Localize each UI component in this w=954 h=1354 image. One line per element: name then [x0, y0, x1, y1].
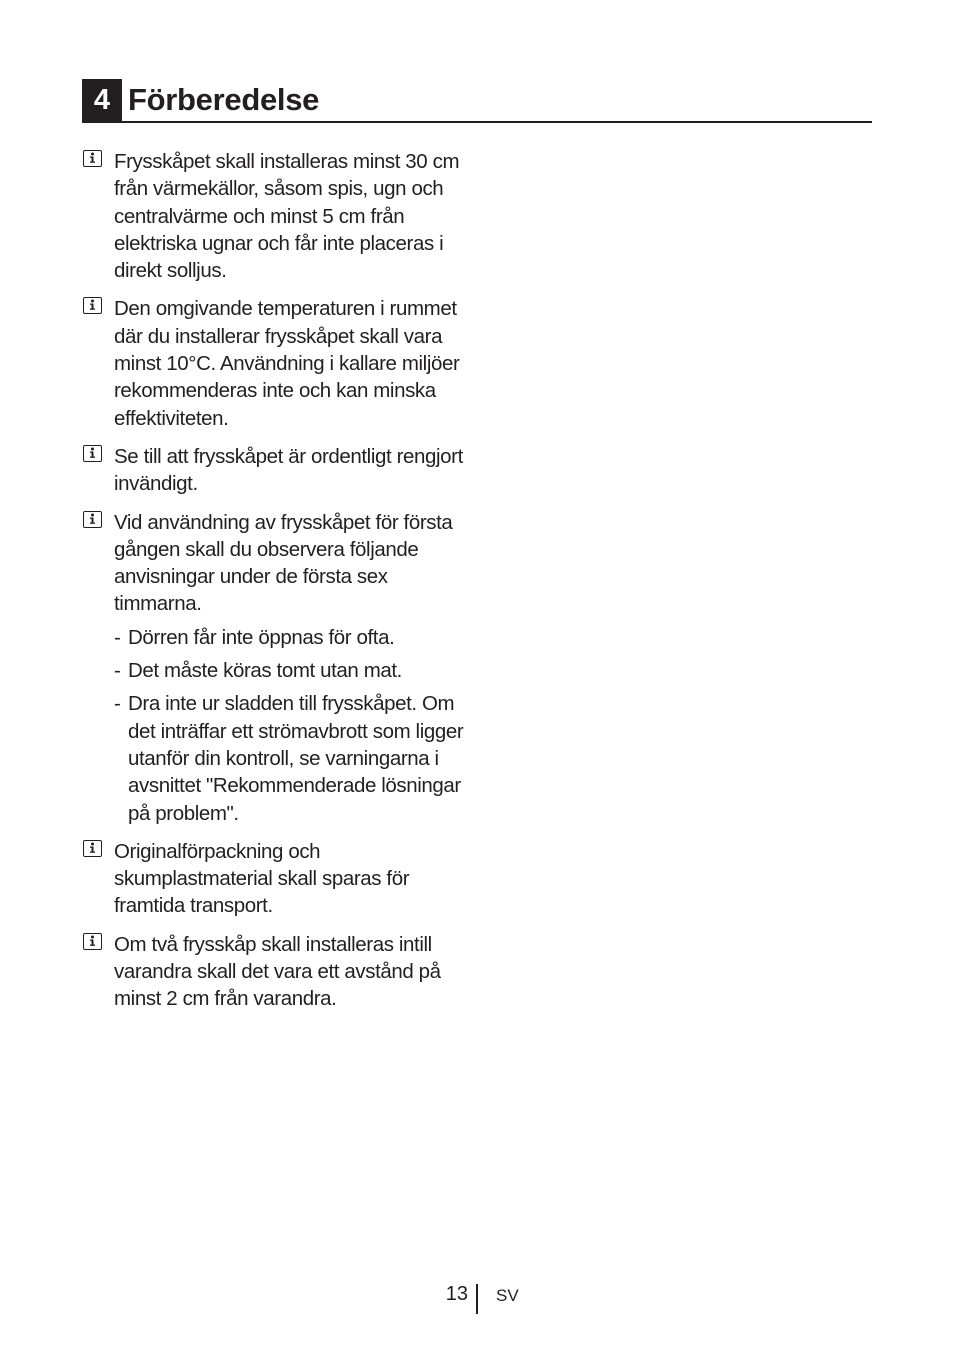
footer-divider [476, 1284, 478, 1314]
note-item [82, 295, 472, 431]
note-item [82, 838, 472, 920]
info-icon [83, 297, 102, 314]
info-icon [83, 933, 102, 950]
note-text: Se till att frysskåpet är ordentligt rengjort invändigt. [114, 444, 463, 496]
dash-marker: - [114, 659, 121, 683]
sub-list-item [114, 690, 472, 826]
note-text: Originalförpackning och skumplastmaterial skall sparas för framtida transport. [114, 839, 410, 918]
info-icon [83, 840, 102, 857]
sub-item-text: Det måste köras tomt utan mat. [128, 659, 402, 683]
note-text: Frysskåpet skall installeras minst 30 cm från värmekällor, såsom spis, ugn och centralvärme och minst 5 cm från elektriska ugnar och får inte placeras i direkt solljus. [114, 150, 460, 283]
sub-list-item [114, 657, 472, 684]
info-icon [83, 150, 102, 167]
notes-list [82, 148, 472, 1024]
section-title: Förberedelse [128, 82, 320, 117]
sub-list-item [114, 624, 472, 651]
sub-list [114, 624, 472, 827]
note-item [82, 509, 472, 827]
page-footer [0, 1280, 954, 1316]
note-text: Vid användning av frysskåpet för första gången skall du observera följande anvisningar under de första sex timmarna. [114, 510, 453, 616]
note-text: Om två frysskåp skall installeras intill varandra skall det vara ett avstånd på minst 2 cm från varandra. [114, 932, 441, 1011]
info-icon [83, 511, 102, 528]
section-header [82, 79, 872, 123]
section-number-badge: 4 [82, 79, 122, 121]
note-item [82, 148, 472, 284]
dash-marker: - [114, 692, 121, 716]
note-text: Den omgivande temperaturen i rummet där du installerar frysskåpet skall vara minst 10°C. Användning i kallare miljöer rekommenderas inte och kan minska effektiviteten. [114, 297, 460, 430]
page-number: 13 [445, 1283, 468, 1305]
note-item [82, 931, 472, 1013]
language-code: SV [496, 1286, 519, 1305]
info-icon [83, 445, 102, 462]
sub-item-text: Dra inte ur sladden till frysskåpet. Om det inträffar ett strömavbrott som ligger utanför din kontroll, se varningarna i avsnittet "Rekommenderade lösningar på problem". [128, 692, 464, 825]
note-item [82, 443, 472, 498]
dash-marker: - [114, 625, 121, 649]
sub-item-text: Dörren får inte öppnas för ofta. [128, 625, 395, 649]
